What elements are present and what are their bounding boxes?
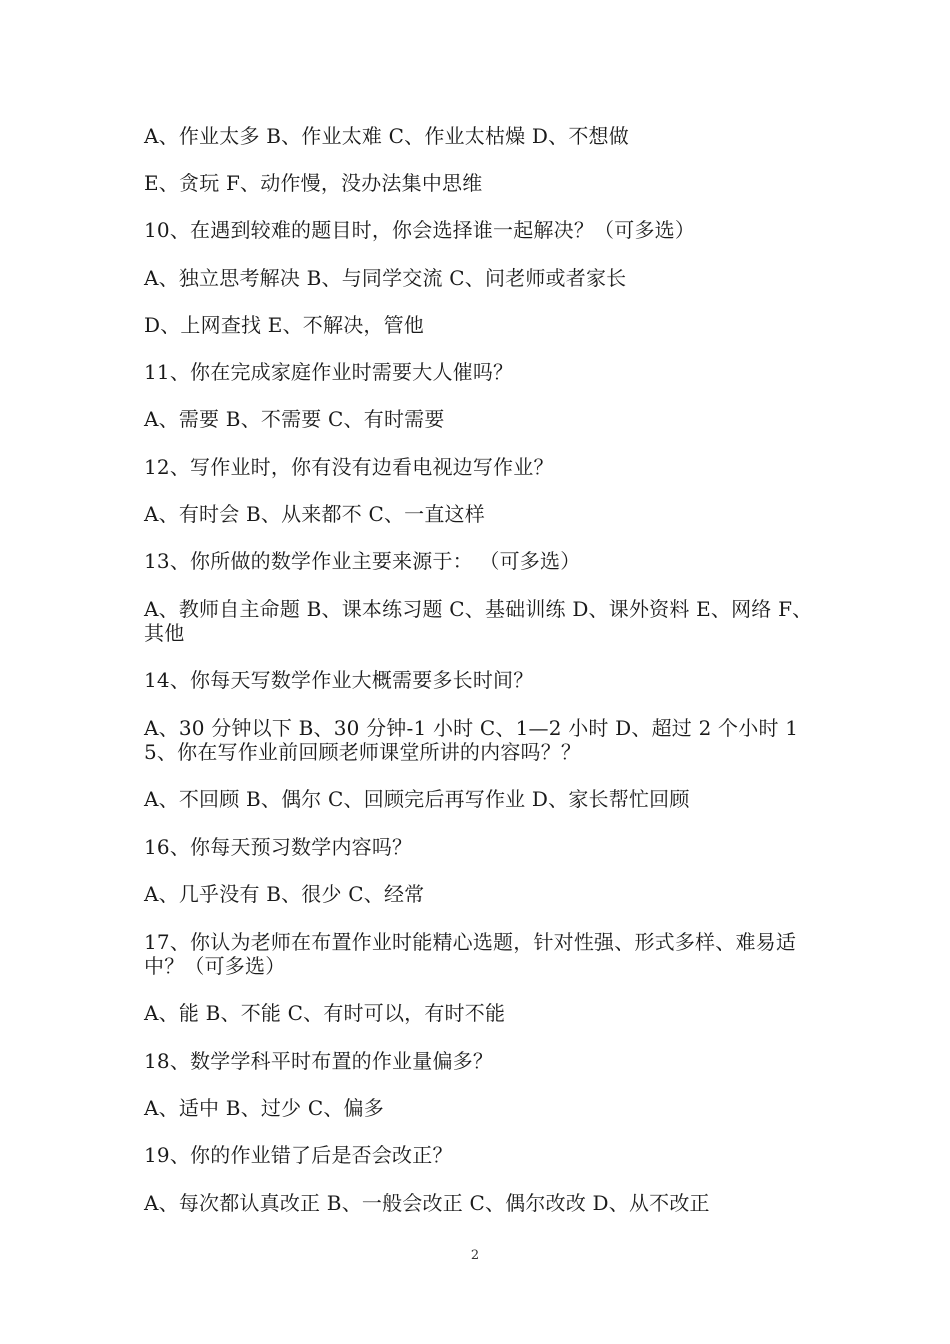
option-line-q9-continued: E、贪玩 F、动作慢，没办法集中思维 [144, 171, 483, 195]
option-line-q15: A、不回顾 B、偶尔 C、回顾完后再写作业 D、家长帮忙回顾 [144, 787, 690, 811]
page-number: 2 [470, 1248, 480, 1263]
question-18: 18、数学学科平时布置的作业量偏多？ [144, 1049, 494, 1073]
option-line-q14-question-15: A、30 分钟以下 B、30 分钟-1 小时 C、1—2 小时 D、超过 2 个小时 15、你在写作业前回顾老师课堂所讲的内容吗？？ [144, 716, 799, 764]
option-line-q19: A、每次都认真改正 B、一般会改正 C、偶尔改改 D、从不改正 [144, 1191, 710, 1215]
option-line-q16: A、几乎没有 B、很少 C、经常 [144, 882, 425, 906]
option-line-q13: A、教师自主命题 B、课本练习题 C、基础训练 D、课外资料 E、网络 F、其他 [144, 597, 813, 645]
question-11: 11、你在完成家庭作业时需要大人催吗？ [144, 360, 514, 384]
question-16: 16、你每天预习数学内容吗？ [144, 835, 413, 859]
option-line-q9: A、作业太多 B、作业太难 C、作业太枯燥 D、不想做 [144, 124, 629, 148]
option-line-q10: A、独立思考解决 B、与同学交流 C、问老师或者家长 [144, 266, 627, 290]
question-17: 17、你认为老师在布置作业时能精心选题，针对性强、形式多样、难易适中？（可多选） [144, 930, 797, 978]
option-line-q12: A、有时会 B、从来都不 C、一直这样 [144, 502, 485, 526]
option-line-q18: A、适中 B、过少 C、偏多 [144, 1096, 384, 1120]
question-13: 13、你所做的数学作业主要来源于： （可多选） [144, 549, 581, 573]
question-19: 19、你的作业错了后是否会改正？ [144, 1143, 453, 1167]
question-12: 12、写作业时，你有没有边看电视边写作业？ [144, 455, 554, 479]
question-10: 10、在遇到较难的题目时，你会选择谁一起解决？（可多选） [144, 218, 696, 242]
question-14: 14、你每天写数学作业大概需要多长时间？ [144, 668, 534, 692]
option-line-q17: A、能 B、不能 C、有时可以，有时不能 [144, 1001, 506, 1025]
option-line-q10-continued: D、上网查找 E、不解决，管他 [144, 313, 424, 337]
option-line-q11: A、需要 B、不需要 C、有时需要 [144, 407, 445, 431]
